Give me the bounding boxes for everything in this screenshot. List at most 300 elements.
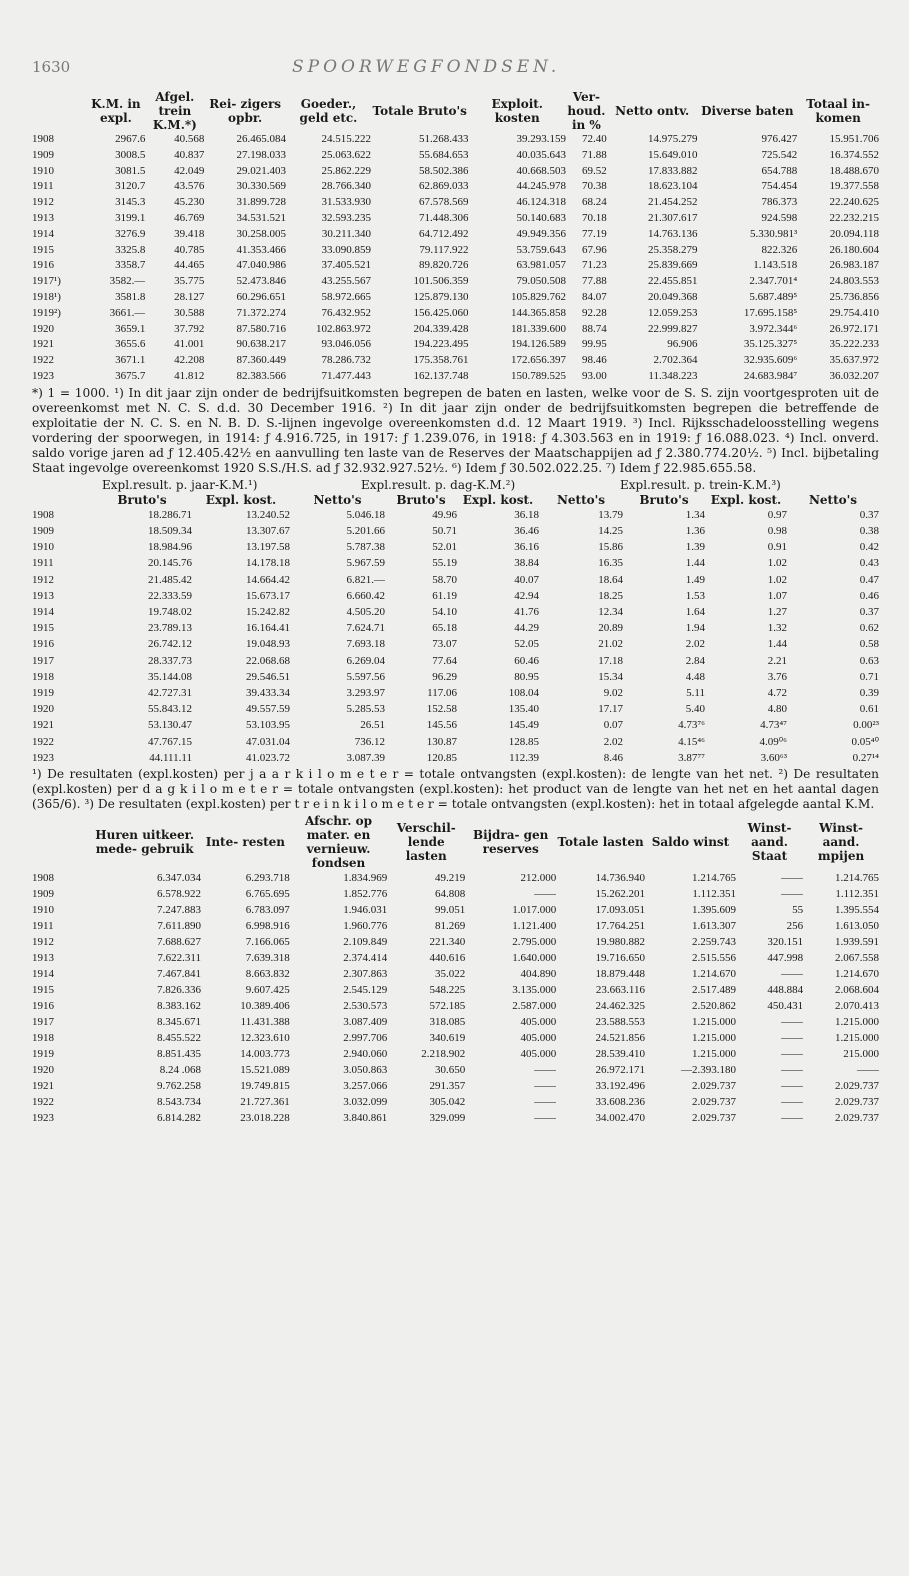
table-cell: 1.53 [685, 589, 705, 602]
table-cell: 31.899.728 [236, 196, 286, 209]
table-cell: 25.862.229 [321, 164, 371, 177]
table-cell: 2.307.863 [343, 968, 388, 980]
column-header: Totale Bruto's [372, 104, 467, 118]
table-row [32, 211, 879, 227]
table-cell: 329.099 [429, 1112, 466, 1124]
year-cell: 1922 [32, 1096, 54, 1108]
table-cell: 6.814.282 [156, 1112, 201, 1124]
table-cell: 4.73⁷⁶ [678, 719, 705, 732]
table-cell: 46.124.318 [516, 196, 566, 209]
table-cell: 3671.1 [115, 354, 146, 367]
table-cell: 24.515.222 [321, 133, 371, 145]
column-header: Verschil- lende lasten [396, 821, 456, 863]
table-cell: 3325.8 [115, 243, 146, 256]
column-header: Netto ontv. [615, 104, 690, 118]
table-cell: 21.454.252 [648, 196, 698, 209]
table-cell: 2.702.364 [653, 354, 698, 367]
table-cell: 0.00²³ [853, 719, 879, 732]
table-row [32, 669, 879, 685]
table-cell: 18.25 [598, 589, 623, 602]
table-cell: 3661.— [109, 306, 146, 319]
table-cell: 17.833.882 [648, 164, 698, 177]
table-cell: 0.27¹⁴ [852, 751, 879, 764]
table-cell: 1.215.000 [835, 1016, 879, 1028]
table-cell: 130.87 [426, 735, 457, 748]
year-cell: 1918 [32, 670, 54, 683]
table-cell: 212.000 [520, 872, 557, 884]
table-cell: 0.42 [859, 541, 879, 554]
table-cell: 2.517.489 [691, 984, 736, 996]
table-cell: 76.432.952 [321, 306, 371, 319]
table-cell: 18.488.670 [829, 164, 879, 177]
year-cell: 1908 [32, 133, 54, 145]
table-cell: 10.389.406 [240, 1000, 290, 1012]
table-cell: 25.063.622 [321, 148, 371, 161]
table-cell: 84.07 [582, 290, 607, 303]
table-cell: 18.623.104 [648, 180, 698, 193]
table-cell: 8.46 [603, 751, 623, 764]
table-cell: 30.211.340 [321, 227, 371, 240]
table-cell: 3.135.000 [512, 984, 557, 996]
table-cell: 55 [792, 904, 804, 916]
year-cell: 1913 [32, 952, 54, 964]
table-cell: 2.029.737 [835, 1080, 879, 1092]
table-cell: 786.373 [761, 196, 798, 209]
table-cell: 0.37 [859, 508, 879, 521]
table-cell: 37.405.521 [321, 259, 371, 272]
table-cell: 3675.7 [115, 369, 146, 382]
table-cell: 1.395.554 [835, 904, 879, 916]
table-cell: —— [534, 1112, 557, 1124]
table-cell: 36.46 [514, 524, 539, 537]
table-cell: 38.84 [514, 557, 539, 570]
table-cell: 71.372.274 [236, 306, 286, 319]
table-header-row [32, 493, 879, 507]
table-cell: 53.103.95 [246, 719, 290, 732]
table-cell: 47.031.04 [246, 735, 290, 748]
table-cell: 44.111.11 [149, 751, 192, 764]
table-cell: 2.997.706 [343, 1032, 388, 1044]
table-cell: 1.834.969 [343, 872, 388, 884]
table-row [32, 555, 879, 571]
table-cell: 67.96 [582, 243, 607, 256]
table-cell: 145.56 [426, 719, 457, 732]
table-row [32, 322, 879, 338]
table-cell: 1.017.000 [512, 904, 557, 916]
table-cell: 44.465 [174, 259, 205, 272]
table-cell: 22.333.59 [148, 589, 192, 602]
table-cell: 90.638.217 [236, 338, 286, 351]
table-cell: 1.64 [685, 605, 705, 618]
table-cell: 21.307.617 [648, 211, 698, 224]
table-cell: 6.347.034 [156, 872, 201, 884]
table-cell: 96.906 [667, 338, 698, 351]
table-cell: 405.000 [520, 1016, 557, 1028]
table-row [32, 701, 879, 717]
table-cell: 77.64 [432, 654, 457, 667]
table-cell: 49.949.356 [516, 227, 566, 240]
table-row [32, 353, 879, 369]
table-revenue [32, 90, 879, 385]
table-cell: 80.95 [514, 670, 539, 683]
table-cell: 19.377.558 [829, 180, 879, 193]
year-cell: 1920 [32, 1064, 54, 1076]
column-header: Huren uitkeer. mede- gebruik [95, 828, 194, 856]
table-cell: 43.576 [174, 180, 205, 193]
table-row [32, 902, 879, 918]
table-cell: 6.998.916 [245, 920, 290, 932]
table-row [32, 195, 879, 211]
footnotes-2: ¹) De resultaten (expl.kosten) per j a a r k i l o m e t e r = totale ontvangsten (expl.kosten): de lengte van het net. ²) De resultaten (expl.kosten) per d a g k i l o m e t e r = totale ontvangsten (expl.kosten): het product van de lengte van het net en het aantal dagen (365/6). ³) De resultaten (expl.kosten) per t r e i n k i l o m e t e r = totale ontvangsten (expl.kosten): het in totaal afgelegde aantal K.M. [32, 767, 879, 811]
table-cell: 17.695.158⁵ [743, 306, 798, 319]
table-cell: 26.983.187 [829, 259, 879, 272]
column-header [32, 90, 86, 132]
table-cell: 40.837 [174, 148, 205, 161]
table-row [32, 132, 879, 148]
table-cell: 2.21 [767, 654, 787, 667]
year-cell: 1909 [32, 524, 54, 537]
year-cell: 1914 [32, 605, 54, 618]
year-cell: 1916 [32, 638, 54, 651]
year-cell: 1917 [32, 654, 54, 667]
table-cell: —— [781, 1096, 804, 1108]
column-header: Bruto's [117, 492, 167, 507]
table-cell: 725.542 [761, 148, 798, 161]
table-row [32, 636, 879, 652]
table-cell: 2.347.701⁴ [749, 275, 798, 288]
column-header: Totaal in- komen [806, 97, 870, 125]
table-cell: 108.04 [508, 686, 539, 699]
table-cell: 2.795.000 [512, 936, 557, 948]
table-cell: 0.39 [859, 686, 879, 699]
table-cell: 8.543.734 [156, 1096, 201, 1108]
table-cell: 34.531.521 [236, 211, 286, 224]
table-cell: 64.808 [434, 888, 466, 900]
table-cell: 3581.8 [115, 290, 146, 303]
table-row [32, 1094, 879, 1110]
table-cell: 43.255.567 [321, 275, 371, 288]
table-cell: 32.935.609⁶ [743, 354, 798, 367]
table-cell: 98.46 [582, 354, 607, 367]
year-cell: 1922 [32, 354, 54, 367]
table-cell: 15.649.010 [648, 148, 698, 161]
table-cell: 1.112.351 [835, 888, 879, 900]
table-cell: 4.09⁰⁶ [759, 735, 787, 748]
table-cell: 9.762.258 [156, 1080, 201, 1092]
table-cell: 92.28 [582, 306, 607, 319]
table-cell: 1.121.400 [512, 920, 557, 932]
table-cell: 22.068.68 [246, 654, 290, 667]
table-cell: 2.84 [685, 654, 705, 667]
table-cell: 8.663.832 [245, 968, 290, 980]
table-cell: 572.185 [429, 1000, 466, 1012]
year-cell: 1912 [32, 196, 54, 209]
table-cell: 60.296.651 [236, 290, 286, 303]
table-cell: 20.049.368 [648, 290, 698, 303]
table-cell: 63.981.057 [516, 259, 566, 272]
table-cell: 194.126.589 [510, 338, 566, 351]
year-cell: 1917 [32, 1016, 54, 1028]
table-cell: 215.000 [843, 1048, 879, 1060]
table-cell: 29.021.403 [236, 164, 286, 177]
table-cell: 16.35 [598, 557, 623, 570]
table-cell: 53.130.47 [148, 719, 192, 732]
column-header: Afschr. op mater. en vernieuw. fondsen [304, 814, 373, 870]
year-cell: 1911 [32, 920, 54, 932]
table-cell: 3.60⁶³ [760, 751, 787, 764]
table-cell: 42.727.31 [148, 686, 192, 699]
table-cell: 3145.3 [115, 196, 146, 209]
table-cell: 2.029.737 [691, 1112, 736, 1124]
table-cell: 14.736.940 [595, 872, 645, 884]
year-cell: 1923 [32, 751, 54, 764]
table-cell: 7.826.336 [156, 984, 201, 996]
table-cell: 28.766.340 [321, 180, 371, 193]
table-cell: 0.43 [859, 557, 879, 570]
table-cell: 1.613.050 [835, 920, 879, 932]
table-cell: 5.967.59 [346, 557, 385, 570]
table-cell: 23.018.228 [240, 1112, 290, 1124]
year-cell: 1913 [32, 211, 54, 224]
table-cell: 128.85 [508, 735, 539, 748]
table-cell: 11.431.388 [240, 1016, 290, 1028]
table-cell: 320.151 [767, 936, 804, 948]
table-cell: —— [781, 1048, 804, 1060]
table-cell: 26.465.084 [236, 133, 286, 145]
table-header-row [32, 814, 879, 870]
table-row [32, 998, 879, 1014]
table-cell: 40.568 [174, 133, 205, 145]
table-cell: 1.39 [685, 541, 705, 554]
column-header [32, 814, 88, 870]
year-cell: 1914 [32, 968, 54, 980]
table-cell: 4.80 [767, 703, 787, 716]
table-cell: 87.360.449 [236, 354, 286, 367]
year-cell: 1909 [32, 148, 54, 161]
year-cell: 1914 [32, 227, 54, 240]
table-cell: 1.939.591 [835, 936, 879, 948]
table-cell: 204.339.428 [413, 322, 469, 335]
table-cell: 15.521.089 [240, 1064, 290, 1076]
table-cell: 41.023.72 [246, 751, 290, 764]
table-cell: 1.02 [767, 573, 787, 586]
table-cell: 3.257.066 [343, 1080, 388, 1092]
table-cell: 101.506.359 [413, 275, 469, 288]
table-cell: 3.76 [767, 670, 787, 683]
table-cell: 8.383.162 [156, 1000, 201, 1012]
table-cell: 58.972.665 [321, 290, 371, 303]
table-cell: 1.214.670 [691, 968, 736, 980]
column-header: Expl. kost. [205, 492, 277, 507]
table-cell: 181.339.600 [510, 322, 566, 335]
table-cell: 55.19 [432, 557, 457, 570]
column-header: Exploit. kosten [491, 97, 543, 125]
table-cell: 144.365.858 [510, 306, 566, 319]
year-cell: 1909 [32, 888, 54, 900]
table-cell: 28.337.73 [148, 654, 192, 667]
table-cell: 1.44 [767, 638, 787, 651]
table-cell: 47.767.15 [148, 735, 192, 748]
year-cell: 1912 [32, 573, 54, 586]
year-cell: 1910 [32, 164, 54, 177]
table-cell: 67.578.569 [418, 196, 469, 209]
table-cell: 6.783.097 [245, 904, 290, 916]
table-row [32, 588, 879, 604]
table-cell: 21.727.361 [240, 1096, 290, 1108]
table-cell: 69.52 [582, 164, 607, 177]
table-row [32, 306, 879, 322]
table-cell: 30.258.005 [236, 227, 286, 240]
table-cell: 49.219 [434, 872, 466, 884]
table-cell: 58.502.386 [418, 164, 469, 177]
table-cell: 1.214.765 [691, 872, 736, 884]
table-cell: 2.530.573 [343, 1000, 388, 1012]
table-cell: 23.789.13 [148, 622, 192, 635]
table-cell: 6.660.42 [346, 589, 385, 602]
table-row [32, 982, 879, 998]
table-cell: 0.63 [859, 654, 879, 667]
table-cell: 194.223.495 [413, 338, 469, 351]
table-cell: 22.999.827 [648, 322, 698, 335]
table-cell: 70.38 [582, 180, 607, 193]
table-header-row [32, 90, 879, 132]
table-cell: 28.127 [174, 290, 205, 303]
table-cell: 39.418 [174, 227, 205, 240]
page-header [32, 57, 879, 90]
table-cell: 26.972.171 [595, 1064, 645, 1076]
table-cell: 3659.1 [115, 322, 146, 335]
table-row [32, 539, 879, 555]
table-cell: 736.12 [354, 735, 385, 748]
table-cell: 447.998 [767, 952, 804, 964]
column-header: K.M. in expl. [91, 97, 141, 125]
table-cell: 8.345.671 [156, 1016, 201, 1028]
table-cell: 32.593.235 [321, 211, 371, 224]
year-cell: 1918 [32, 1032, 54, 1044]
table-cell: 46.769 [174, 211, 205, 224]
table-cell: 256 [786, 920, 804, 932]
table-cell: 26.180.604 [829, 243, 879, 256]
table-cell: —— [534, 1080, 557, 1092]
table-cell: 1.07 [767, 589, 787, 602]
table-cell: 36.032.207 [829, 369, 879, 382]
column-header: Diverse baten [701, 104, 794, 118]
table-cell: 2.109.849 [343, 936, 388, 948]
table-cell: 35.222.233 [829, 338, 879, 351]
table-cell: 18.509.34 [148, 524, 192, 537]
table-cell: 548.225 [429, 984, 466, 996]
table-cell: 2.029.737 [691, 1096, 736, 1108]
table-cell: 25.358.279 [648, 243, 698, 256]
table-cell: 7.611.890 [157, 920, 201, 932]
table-cell: 2.070.413 [835, 1000, 879, 1012]
table-cell: 2.545.129 [343, 984, 388, 996]
table-cell: 175.358.761 [413, 354, 469, 367]
table-cell: 13.307.67 [246, 524, 290, 537]
table-cell: —— [857, 1064, 879, 1076]
table-cell: 30.330.569 [236, 180, 286, 193]
table-cell: 27.198.033 [236, 148, 286, 161]
table-cell: 318.085 [429, 1016, 466, 1028]
table-cell: 16.164.41 [246, 622, 290, 635]
table-row [32, 934, 879, 950]
table-cell: 51.268.433 [418, 133, 469, 145]
column-header: Bijdra- gen reserves [472, 828, 549, 856]
table-row [32, 1014, 879, 1030]
table-cell: 0.46 [859, 589, 879, 602]
footnotes-1: *) 1 = 1000. ¹) In dit jaar zijn onder de bedrijfsuitkomsten begrepen de baten en lasten, welke voor de S. S. zijn voortgesproten uit de overeenkomst met N. C. S. d.d. 30 December 1916. ²) In dit jaar zijn onder de bedrijfsuitkomsten begrepen die betreffende de exploitatie der N. C. S. en N. B. D. S.-lijnen ingevolge overeenkomsten d.d. 12 Maart 1919. ³) Incl. Rijksschadeloosstelling wegens vordering der spoorwegen, in 1914: ƒ 4.916.725, in 1917: ƒ 1.239.076, in 1918: ƒ 4.303.563 en in 1919: ƒ 16.088.023. ⁴) Incl. onverd. saldo vorige jaren ad ƒ 12.405.42½ en aanvulling ten laste van de Reserves der Maatschappijen ad ƒ 2.380.774.20½. ⁵) Incl. bijbetaling Staat ingevolge overeenkomst 1920 S.S./H.S. ad ƒ 32.932.927.52½. ⁶) Idem ƒ 30.502.022.25. ⁷) Idem ƒ 22.985.655.58. [32, 385, 879, 475]
table-cell: 44.245.978 [516, 180, 566, 193]
table-cell: 55.684.653 [418, 148, 469, 161]
table-cell: 54.10 [432, 605, 457, 618]
table-cell: 72.40 [582, 133, 607, 145]
table-cell: 976.427 [761, 133, 798, 145]
table-cell: 30.588 [174, 306, 205, 319]
table-cell: 14.664.42 [246, 573, 290, 586]
table-cell: 9.607.425 [245, 984, 290, 996]
table-cell: 3.087.39 [346, 751, 385, 764]
table-cell: 52.473.846 [236, 275, 286, 288]
table-row [32, 886, 879, 902]
table-cell: 77.88 [582, 275, 607, 288]
table-cell: 33.608.236 [595, 1096, 645, 1108]
table-cell: 45.230 [174, 196, 205, 209]
table-cell: 5.046.18 [346, 508, 385, 521]
table-cell: 7.247.883 [156, 904, 201, 916]
year-cell: 1916 [32, 1000, 54, 1012]
table-cell: 7.622.311 [157, 952, 201, 964]
table-cell: 3.032.099 [343, 1096, 388, 1108]
year-cell: 1915 [32, 243, 54, 256]
table-cell: 7.467.841 [156, 968, 201, 980]
table-cell: 162.137.748 [413, 369, 469, 382]
table-cell: 40.785 [174, 243, 205, 256]
table-cell: 42.208 [174, 354, 205, 367]
year-cell: 1915 [32, 622, 54, 635]
table-cell: 39.433.34 [246, 686, 290, 699]
table-cell: 20.145.76 [148, 557, 192, 570]
table-row [32, 1078, 879, 1094]
table-cell: 0.07 [603, 719, 623, 732]
table-cell: —— [534, 888, 557, 900]
table-cell: 105.829.762 [510, 290, 566, 303]
table-cell: 7.688.627 [156, 936, 201, 948]
table-cell: 79.117.922 [419, 243, 469, 256]
column-header: Inte- resten [205, 835, 285, 849]
table-cell: 47.040.986 [236, 259, 286, 272]
table-cell: 2.218.902 [421, 1048, 466, 1060]
table-cell: 6.578.922 [156, 888, 201, 900]
table-cell: 2.259.743 [691, 936, 736, 948]
table-cell: 0.47 [859, 573, 879, 586]
table-cell: 18.879.448 [595, 968, 645, 980]
table-cell: 58.70 [432, 573, 457, 586]
table-row [32, 148, 879, 164]
table-cell: 52.01 [432, 541, 457, 554]
table-row [32, 290, 879, 306]
table-cell: 7.693.18 [346, 638, 385, 651]
table-cell: 8.851.435 [156, 1048, 201, 1060]
table-cell: 89.820.726 [418, 259, 469, 272]
table-cell: 150.789.525 [510, 369, 566, 382]
table-cell: 26.51 [360, 719, 385, 732]
table-cell: 39.293.159 [516, 133, 566, 145]
table-cell: 3120.7 [115, 180, 146, 193]
table-cell: 440.616 [429, 952, 466, 964]
year-cell: 1912 [32, 936, 54, 948]
group-header: Expl.result. p. jaar-K.M.¹) [102, 477, 258, 492]
table-cell: 70.18 [582, 211, 607, 224]
